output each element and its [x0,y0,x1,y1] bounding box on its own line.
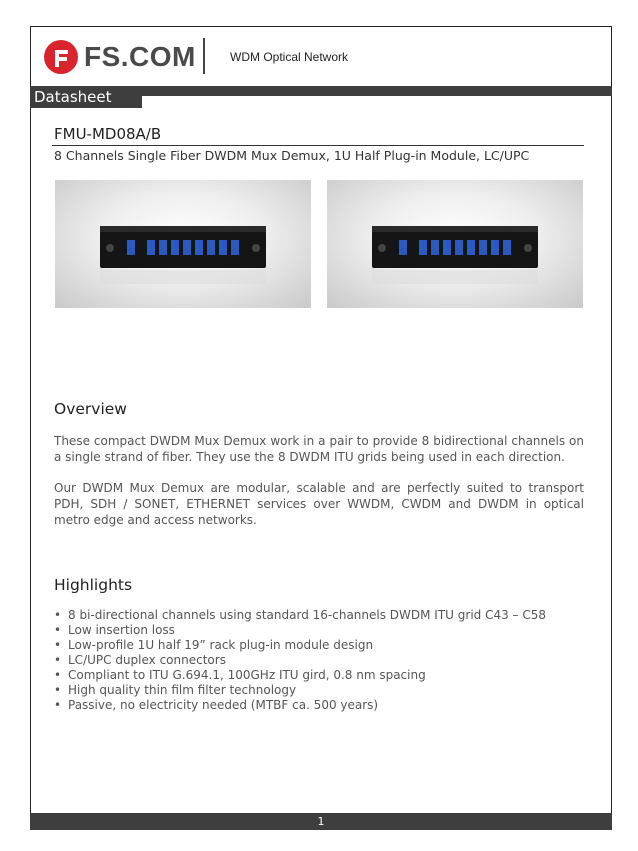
highlights-list [54,608,546,713]
product-photo-angle [327,180,583,308]
product-photo-front [55,180,311,308]
mux-module-icon [55,180,311,308]
overview-title: Overview [54,400,127,418]
list-item: • Compliant to ITU G.694.1, 100GHz ITU gird, 0.8 nm spacing [54,668,546,683]
fs-logo [44,40,196,74]
footer-bar [30,813,612,830]
datasheet-band-line [142,86,612,96]
header-divider [203,38,205,74]
product-description: 8 Channels Single Fiber DWDM Mux Demux, 1U Half Plug-in Module, LC/UPC [54,148,530,163]
list-item: • Low-profile 1U half 19” rack plug-in module design [54,638,546,653]
logo-text: FS.COM [84,41,196,72]
highlights-title: Highlights [54,576,133,594]
list-item: • 8 bi-directional channels using standard 16-channels DWDM ITU grid C43 – C58 [54,608,546,623]
list-item: • Low insertion loss [54,623,546,638]
fs-logo-icon [44,40,78,74]
product-code: FMU-MD08A/B [54,125,162,143]
page-number: 1 [317,815,325,828]
list-item: • Passive, no electricity needed (MTBF ca. 500 years) [54,698,546,713]
header-subtitle: WDM Optical Network [230,50,349,64]
list-item: • High quality thin film filter technology [54,683,546,698]
overview-paragraph-2: Our DWDM Mux Demux are modular, scalable and are perfectly suited to transport PDH, SDH / SONET, ETHERNET services over WWDM, CWDM and DWDM in optical metro edge and access networks. [54,481,584,527]
list-item: • LC/UPC duplex connectors [54,653,546,668]
datasheet-label: Datasheet [34,88,112,106]
overview-paragraph-1: These compact DWDM Mux Demux work in a pair to provide 8 bidirectional channels on a single strand of fiber. They use the 8 DWDM ITU grids being used in each direction. [54,434,584,464]
product-rule [52,145,584,146]
mux-module-icon [327,180,583,308]
